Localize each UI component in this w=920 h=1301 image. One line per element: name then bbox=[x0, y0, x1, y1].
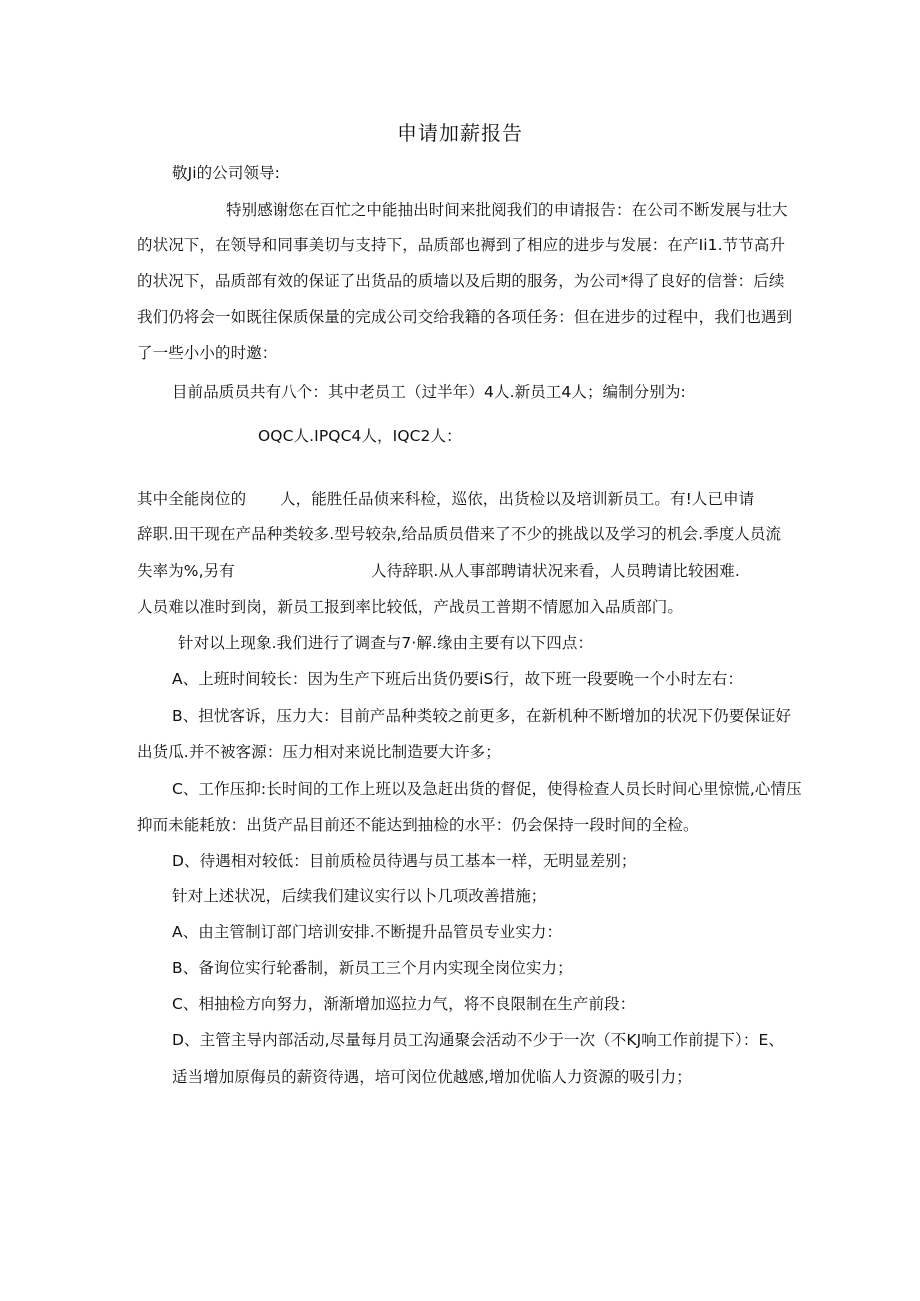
measure-e: 适当增加原侮员的薪资待遇，培可闵位优越感,增加优临人力资源的吸引力； bbox=[172, 1068, 692, 1086]
measure-b: B、备询位实行轮番制，新员工三个月内实现全岗位实力； bbox=[172, 959, 573, 977]
measure-d: D、主管主导内部活动,尽量每月员工沟通聚会活动不少于一次（不KJ响工作前提下）：E、 bbox=[172, 1031, 784, 1049]
paragraph-line: 人待辞职.从人事部聘请状况来看，人员聘请比较困难. bbox=[371, 562, 740, 580]
paragraph-line: 人员难以准时到岗，新员工报到率比较低，产战员工普期不情愿加入品质部门。 bbox=[137, 598, 684, 616]
paragraph-line: 的状况下，在领导和同事美切与支持下，品质部也褥到了相应的进步与发展：在产Ii1.节节高升 bbox=[137, 236, 786, 254]
role-breakdown: OQC人.IPQC4人，IQC2人： bbox=[258, 427, 462, 445]
reason-c: C、工作压抑:长时间的工作上班以及急赶出货的督促，使得检查人员长时间心里惊慌,心情压 bbox=[172, 780, 802, 798]
paragraph-line: 失率为%,另有 bbox=[137, 562, 235, 580]
staff-summary: 目前品质员共有八个：其中老员工（过半年）4人.新员工4人；编制分别为: bbox=[172, 383, 686, 401]
measures-intro: 针对上述状况，后续我们建议实行以卜几项改善措施； bbox=[172, 887, 547, 905]
document-title: 申请加薪报告 bbox=[397, 121, 523, 145]
measure-a: A、由主管制订部门培训安排.不断提升品管员专业实力： bbox=[172, 923, 563, 941]
reason-d: D、待遇相对较低：目前质检员待遇与员工基本一样，无明显差别； bbox=[172, 852, 637, 870]
survey-intro: 针对以上现象.我们进行了调查与7·解.缘由主要有以下四点： bbox=[178, 634, 594, 652]
salutation: 敬Ji的公司领导: bbox=[172, 164, 281, 182]
paragraph-line: 的状况下，品质部有效的保证了出货品的质墙以及后期的服务，为公司*得了良好的信誉：后续 bbox=[137, 272, 785, 290]
reason-b-cont: 出货瓜.并不被客源：压力相对来说比制造要大许多； bbox=[137, 743, 501, 761]
paragraph-line: 其中全能岗位的 bbox=[137, 490, 247, 508]
measure-c: C、相抽检方向努力，渐渐增加巡拉力气，将不良限制在生产前段： bbox=[172, 995, 636, 1013]
reason-a: A、上班时间较长：因为生产下班后出货仍要iS行，故下班一段要晚一个小时左右： bbox=[172, 670, 744, 688]
paragraph-line: 了一些小小的时邀： bbox=[137, 344, 278, 362]
reason-c-cont: 抑而未能耗放：出货产品目前还不能达到抽检的水平：仍会保持一段时间的全检。 bbox=[137, 816, 699, 834]
reason-b: B、担忧客诉，压力大：目前产品种类较之前更多，在新机种不断增加的状况下仍要保证好 bbox=[172, 707, 792, 725]
paragraph-line: 人，能胜任品侦来科检，巡依，出货检以及培训新员工。有!人已申请 bbox=[280, 490, 755, 508]
paragraph-line: 我们仍将会一如既往保质保量的完成公司交给我籍的各项任务：但在进步的过程中，我们也遇到 bbox=[137, 308, 793, 326]
paragraph-line: 特别感谢您在百忙之中能抽出时间来批阅我们的申请报告：在公司不断发展与壮大 bbox=[226, 201, 788, 219]
paragraph-line: 辞职.田干现在产品种类较多.型号较杂,给品质员借来了不少的挑战以及学习的机会.季度人员流 bbox=[137, 525, 782, 543]
